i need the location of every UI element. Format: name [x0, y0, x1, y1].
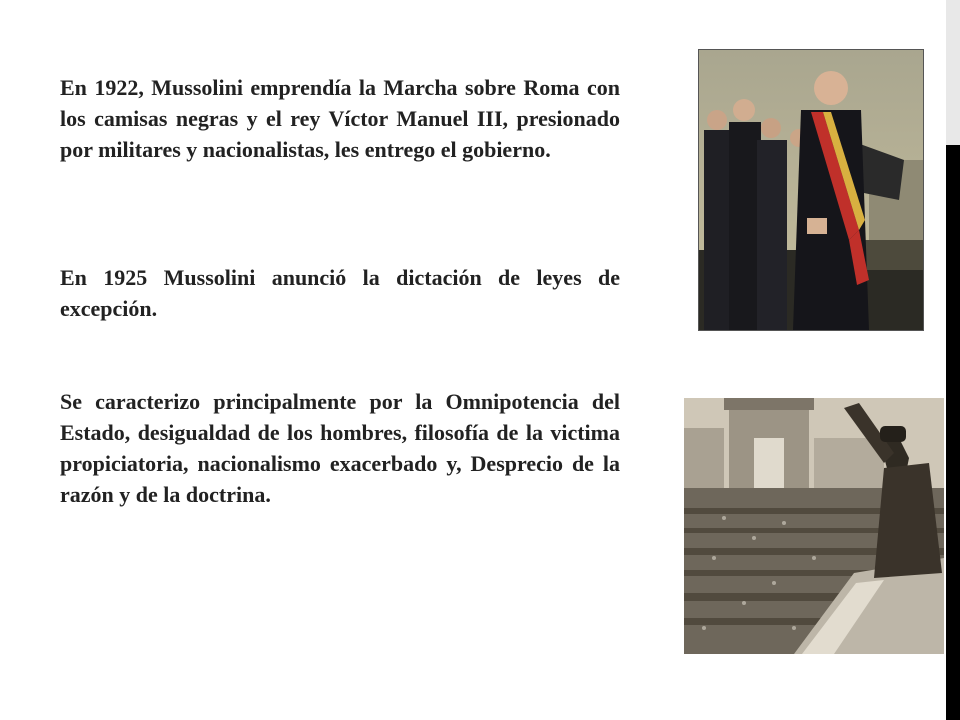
paragraph-exception-laws: En 1925 Mussolini anunció la dictación de leyes de excepción. — [60, 265, 620, 321]
paragraph-march-on-rome: En 1922, Mussolini emprendía la Marcha sobre Roma con los camisas negras y el rey Víctor Manuel III, presionado por militares y nacionalistas, les entrego el gobierno. — [60, 75, 620, 162]
accent-sidebar-bottom — [946, 145, 960, 720]
paragraph-characteristics: Se caracterizo principalmente por la Omnipotencia del Estado, desigualdad de los hombres, filosofía de la victima propiciatoria, nacionalismo exacerbado y, Desprecio de la razón y de la doctrina. — [60, 389, 620, 507]
photo-illustration — [684, 398, 944, 654]
painting-illustration — [699, 50, 923, 330]
march-on-rome-painting — [699, 50, 923, 330]
balcony-speech-photo — [684, 398, 944, 654]
accent-sidebar — [946, 0, 960, 720]
accent-sidebar-top — [946, 0, 960, 145]
